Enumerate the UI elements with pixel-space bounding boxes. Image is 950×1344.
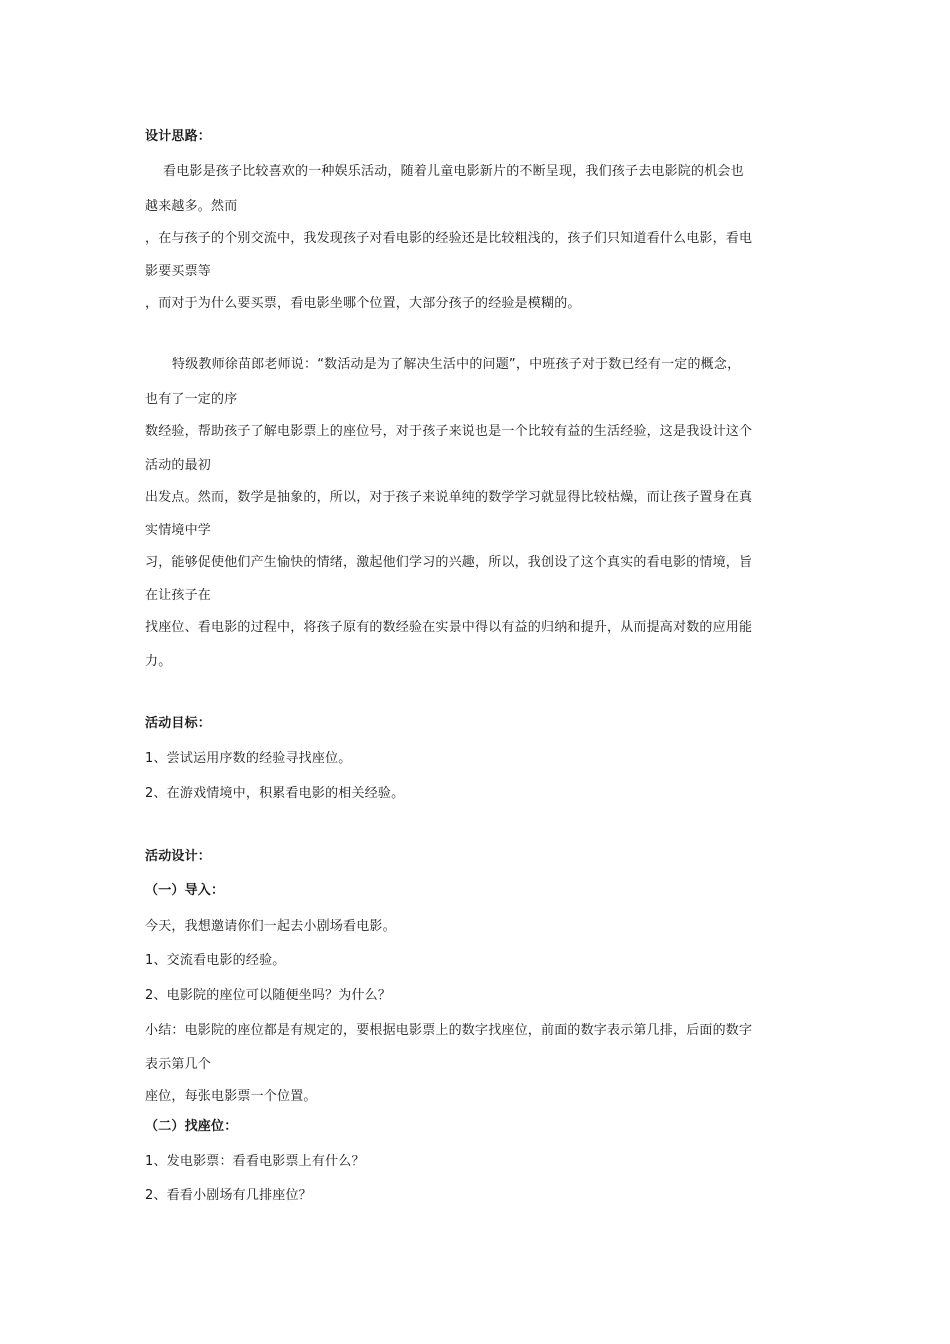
paragraph-line: 习，能够促使他们产生愉快的情绪，激起他们学习的兴趣，所以，我创设了这个真实的看电影的情境，旨 <box>145 555 753 570</box>
paragraph-line: 实情境中学 <box>145 523 212 538</box>
paragraph-line: 找座位、看电影的过程中，将孩子原有的数经验在实景中得以有益的归纳和提升，从而提高对数的应用能 <box>145 620 753 635</box>
paragraph-line: 今天，我想邀请你们一起去小剧场看电影。 <box>145 919 396 934</box>
section-heading: （二）找座位： <box>145 1119 238 1134</box>
paragraph-line: 看电影是孩子比较喜欢的一种娱乐活动，随着儿童电影新片的不断呈现，我们孩子去电影院的机会也 <box>163 164 744 179</box>
list-item: 2、看看小剧场有几排座位？ <box>145 1188 312 1203</box>
list-item: 1、交流看电影的经验。 <box>145 953 286 968</box>
activity-heading: 活动设计： <box>145 849 212 864</box>
paragraph-line: 越来越多。然而 <box>145 199 238 214</box>
goals-heading: 活动目标： <box>145 716 212 731</box>
paragraph-line: 数经验，帮助孩子了解电影票上的座位号，对于孩子来说也是一个比较有益的生活经验，这是我设计这个 <box>145 424 753 439</box>
design-heading: 设计思路： <box>145 129 212 144</box>
paragraph-line: ，而对于为什么要买票，看电影坐哪个位置，大部分孩子的经验是模糊的。 <box>145 296 581 311</box>
paragraph-line: 影要买票等 <box>145 264 212 279</box>
list-item: 2、在游戏情境中，积累看电影的相关经验。 <box>145 786 405 801</box>
paragraph-line: 力。 <box>145 654 172 669</box>
paragraph-line: 活动的最初 <box>145 458 212 473</box>
paragraph-line: 在让孩子在 <box>145 588 212 603</box>
paragraph-line: 特级教师徐苗郎老师说：“数活动是为了解决生活中的问题”，中班孩子对于数已经有一定的概念， <box>172 357 741 372</box>
section-heading: （一）导入： <box>145 883 225 898</box>
list-item: 2、电影院的座位可以随便坐吗？为什么？ <box>145 988 392 1003</box>
list-item: 1、尝试运用序数的经验寻找座位。 <box>145 751 352 766</box>
paragraph-line: 小结：电影院的座位都是有规定的，要根据电影票上的数字找座位，前面的数字表示第几排，后面的数字 <box>145 1023 753 1038</box>
paragraph-line: 也有了一定的序 <box>145 392 238 407</box>
paragraph-line: 出发点。然而，数学是抽象的，所以，对于孩子来说单纯的数学学习就显得比较枯燥，而让孩子置身在真 <box>145 490 753 505</box>
list-item: 1、发电影票：看看电影票上有什么？ <box>145 1154 365 1169</box>
paragraph-line: ，在与孩子的个别交流中，我发现孩子对看电影的经验还是比较粗浅的，孩子们只知道看什么电影，看电 <box>145 231 753 246</box>
paragraph-line: 座位，每张电影票一个位置。 <box>145 1089 317 1104</box>
paragraph-line: 表示第几个 <box>145 1057 212 1072</box>
